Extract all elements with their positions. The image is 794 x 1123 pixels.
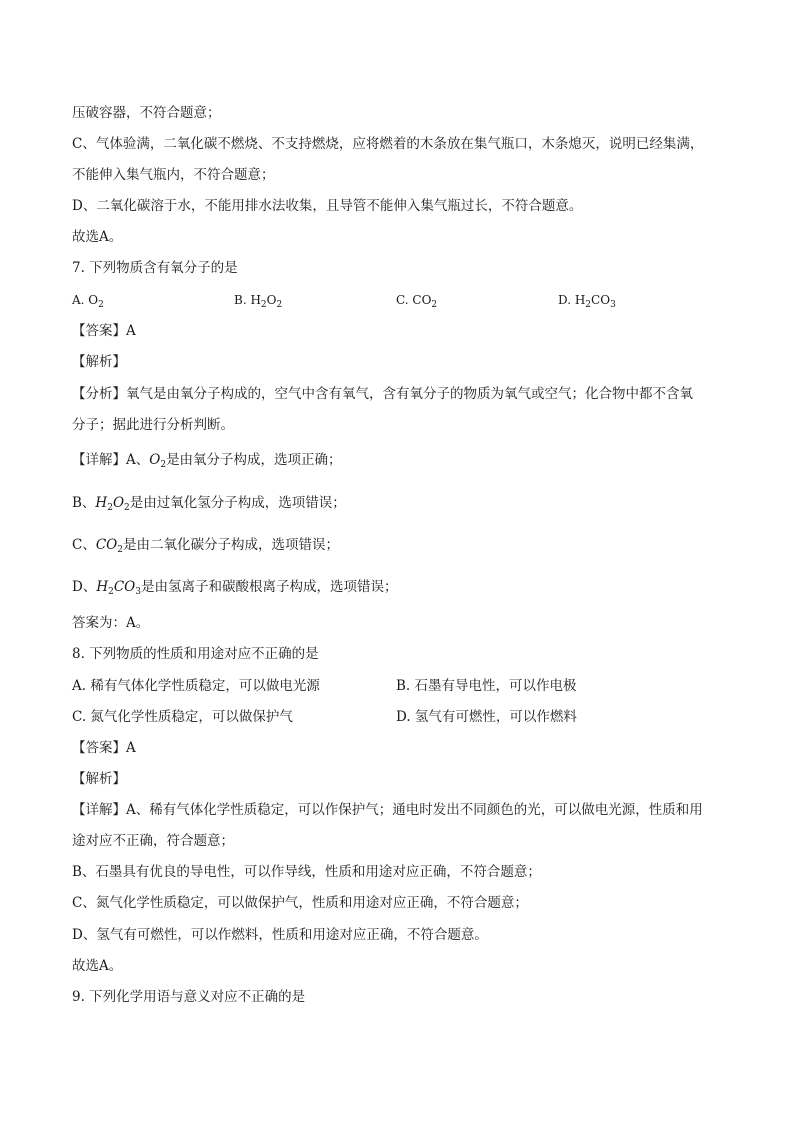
text-line: C、氮气化学性质稳定，可以做保护气，性质和用途对应正确，不符合题意； <box>72 895 528 911</box>
detail-line: D、$H_2CO_3$是由氢离子和碳酸根离子构成，选项错误； <box>72 579 398 597</box>
text-line: 压破容器，不符合题意； <box>72 105 221 121</box>
text-line: 分子；据此进行分析判断。 <box>72 417 234 433</box>
q8-option-d: D. 氢气有可燃性，可以作燃料 <box>396 709 577 725</box>
detail-line: B、$H_2O_2$是由过氧化氢分子构成，选项错误； <box>72 495 346 513</box>
text-line: 不能伸入集气瓶内，不符合题意； <box>72 167 275 183</box>
text-line: 【分析】氧气是由氧分子构成的，空气中含有氧气，含有氧分子的物质为氧气或空气；化合物中都不含氧 <box>72 386 693 402</box>
q8-option-c: C. 氮气化学性质稳定，可以做保护气 <box>72 709 293 725</box>
q7-option-b: B. $H_2O_2$ <box>234 293 283 310</box>
text-line: 故选A。 <box>72 229 123 245</box>
text-line: 故选A。 <box>72 958 123 974</box>
answer-label: 【答案】A <box>72 323 136 339</box>
question-7: 7. 下列物质含有氧分子的是 <box>72 260 238 276</box>
text-line: 【详解】A、稀有气体化学性质稳定，可以作保护气；通电时发出不同颜色的光，可以做电光源，性质和用 <box>72 802 703 818</box>
question-8: 8. 下列物质的性质和用途对应不正确的是 <box>72 646 319 662</box>
analysis-label: 【解析】 <box>72 771 126 787</box>
text-line: C、气体验满，二氧化碳不燃烧、不支持燃烧，应将燃着的木条放在集气瓶口，木条熄灭，说明已经集满， <box>72 136 704 152</box>
text-line: D、二氧化碳溶于水，不能用排水法收集，且导管不能伸入集气瓶过长，不符合题意。 <box>72 198 583 214</box>
q7-option-d: D. $H_2CO_3$ <box>558 293 616 310</box>
text-line: 答案为：A。 <box>72 615 150 631</box>
q8-option-a: A. 稀有气体化学性质稳定，可以做电光源 <box>72 678 320 694</box>
analysis-label: 【解析】 <box>72 354 126 370</box>
q7-option-c: C. $CO_2$ <box>396 293 438 310</box>
detail-line: 【详解】A、$O_2$是由氧分子构成，选项正确； <box>72 452 342 470</box>
question-9: 9. 下列化学用语与意义对应不正确的是 <box>72 989 306 1005</box>
text-line: B、石墨具有优良的导电性，可以作导线，性质和用途对应正确，不符合题意； <box>72 864 541 880</box>
q7-option-a: A. $O_2$ <box>72 293 104 310</box>
detail-line: C、$CO_2$是由二氧化碳分子构成，选项错误； <box>72 537 339 555</box>
answer-label: 【答案】A <box>72 740 136 756</box>
q8-option-b: B. 石墨有导电性，可以作电极 <box>396 678 577 694</box>
text-line: 途对应不正确，符合题意； <box>72 833 234 849</box>
text-line: D、氢气有可燃性，可以作燃料，性质和用途对应正确，不符合题意。 <box>72 927 488 943</box>
